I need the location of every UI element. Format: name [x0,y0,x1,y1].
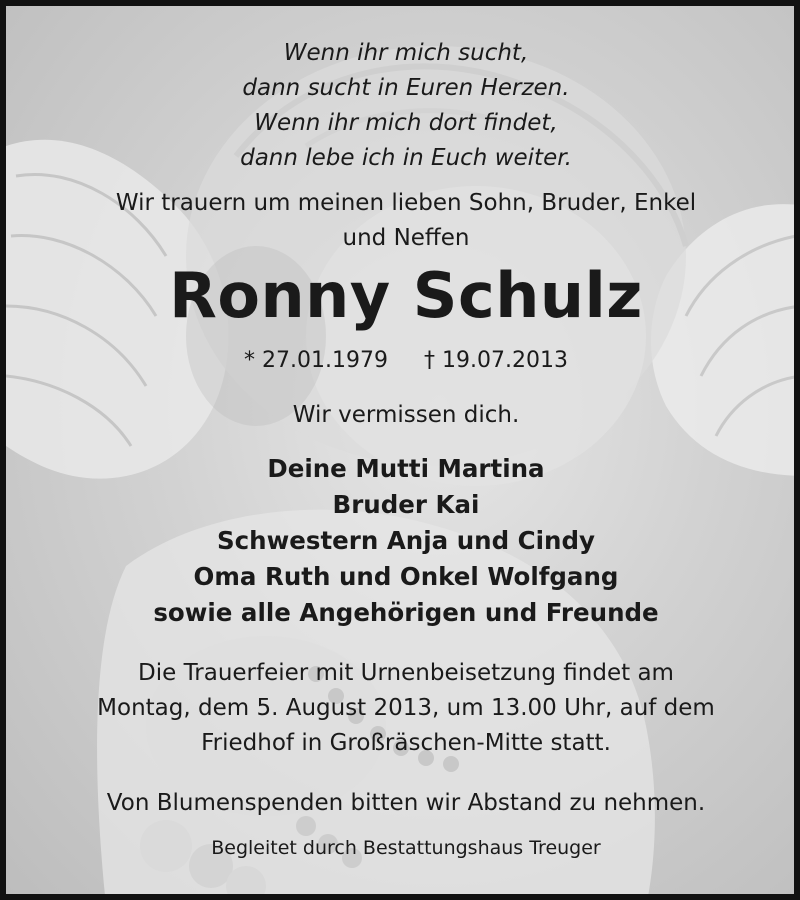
intro-line: Wir trauern um meinen lieben Sohn, Bruder, Enkel [115,190,697,216]
poem-line: Wenn ihr mich sucht, [283,40,529,66]
funeral-home-credit: Begleitet durch Bestattungshaus Treuger [211,837,601,859]
deceased-name: Ronny Schulz [169,259,643,332]
ceremony-line: Die Trauerfeier mit Urnenbeisetzung findet am [138,660,674,686]
mourner-line: sowie alle Angehörigen und Freunde [153,598,659,627]
ceremony-line: Friedhof in Großräschen-Mitte statt. [201,730,611,756]
flowers-note: Von Blumenspenden bitten wir Abstand zu nehmen. [106,790,706,816]
mourner-line: Schwestern Anja und Cindy [217,526,595,555]
life-dates [6,346,800,376]
miss-you-text: Wir vermissen dich. [292,402,520,428]
poem-line: dann sucht in Euren Herzen. [242,75,570,101]
poem-line: dann lebe ich in Euch weiter. [240,145,572,171]
ceremony-info [6,656,800,761]
poem [6,36,800,176]
ceremony-line: Montag, dem 5. August 2013, um 13.00 Uhr, auf dem [97,695,715,721]
intro-line: und Neffen [342,225,470,251]
mourner-line: Bruder Kai [332,490,480,519]
mourners-list [6,451,800,631]
death-date: † 19.07.2013 [424,348,568,373]
birth-date: * 27.01.1979 [244,348,388,373]
poem-line: Wenn ihr mich dort findet, [254,110,558,136]
mourner-line: Oma Ruth und Onkel Wolfgang [193,562,619,591]
intro-text [6,186,800,256]
mourner-line: Deine Mutti Martina [267,454,545,483]
